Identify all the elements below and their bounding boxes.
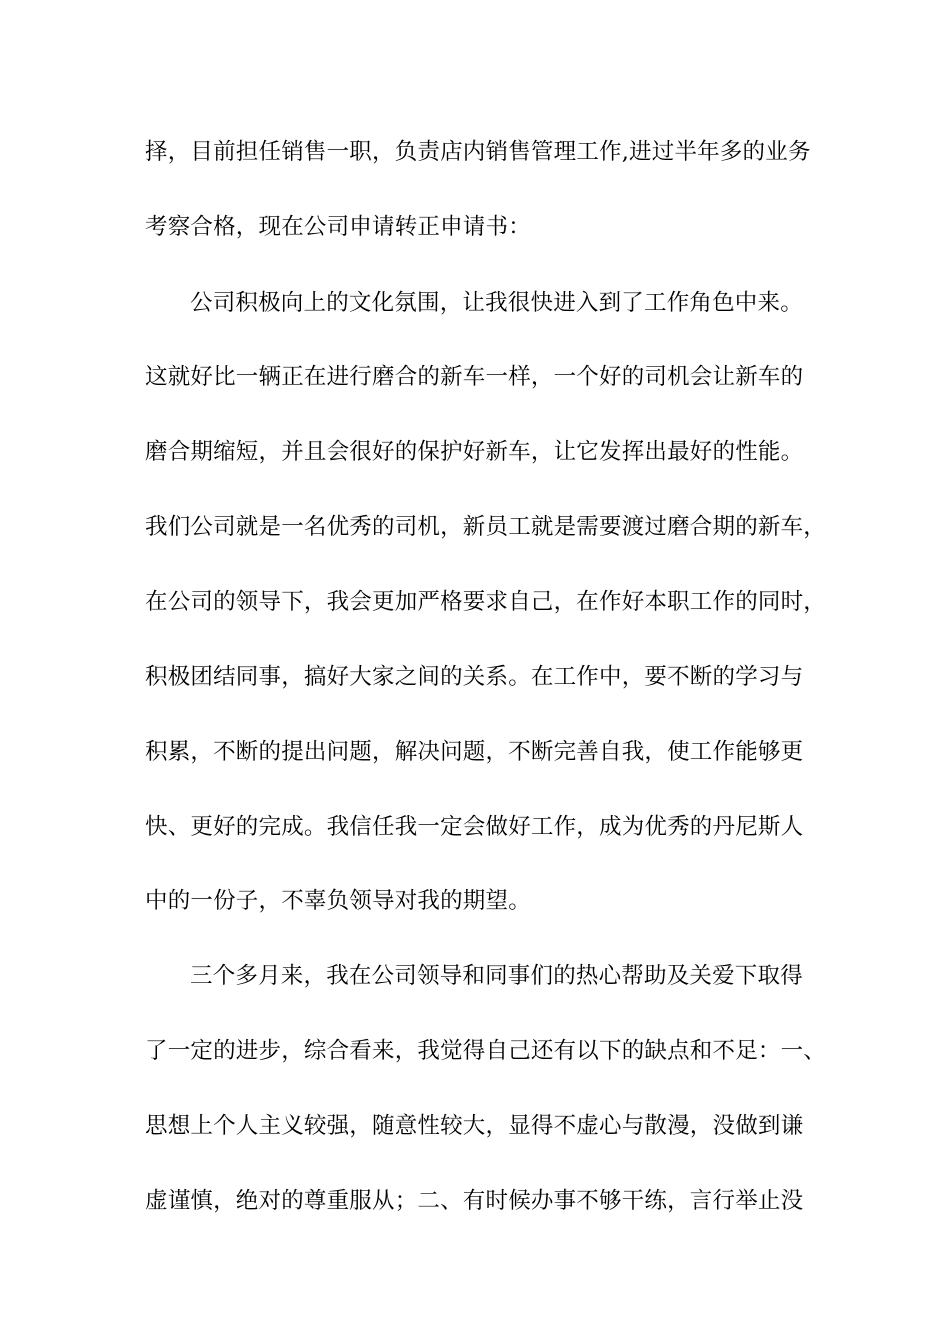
text-line: 我们公司就是一名优秀的司机，新员工就是需要渡过磨合期的新车，: [145, 514, 827, 540]
paragraph-first-line: 公司积极向上的文化氛围，让我很快进入到了工作角色中来。: [190, 290, 803, 316]
text-line: 中的一份子，不辜负领导对我的期望。: [145, 888, 531, 914]
text-line: 快、更好的完成。我信任我一定会做好工作，成为优秀的丹尼斯人: [145, 814, 804, 840]
text-line: 了一定的进步，综合看来，我觉得自己还有以下的缺点和不足：一、: [145, 1038, 827, 1064]
text-line: 积累，不断的提出问题，解决问题，不断完善自我，使工作能够更: [145, 739, 804, 765]
text-line: 磨合期缩短，并且会很好的保护好新车，让它发挥出最好的性能。: [145, 439, 804, 465]
text-line: 在公司的领导下，我会更加严格要求自己，在作好本职工作的同时，: [145, 589, 827, 615]
text-line: 虚谨慎，绝对的尊重服从；二、有时候办事不够干练，言行举止没: [145, 1188, 804, 1214]
text-line: 积极团结同事，搞好大家之间的关系。在工作中，要不断的学习与: [145, 664, 804, 690]
paragraph-first-line: 三个多月来，我在公司领导和同事们的热心帮助及关爱下取得: [190, 963, 803, 989]
text-line: 择，目前担任销售一职，负责店内销售管理工作,进过半年多的业务: [145, 139, 811, 165]
text-line: 思想上个人主义较强，随意性较大，显得不虚心与散漫，没做到谦: [145, 1113, 804, 1139]
text-line: 考察合格，现在公司申请转正申请书：: [145, 214, 531, 240]
text-line: 这就好比一辆正在进行磨合的新车一样，一个好的司机会让新车的: [145, 364, 804, 390]
